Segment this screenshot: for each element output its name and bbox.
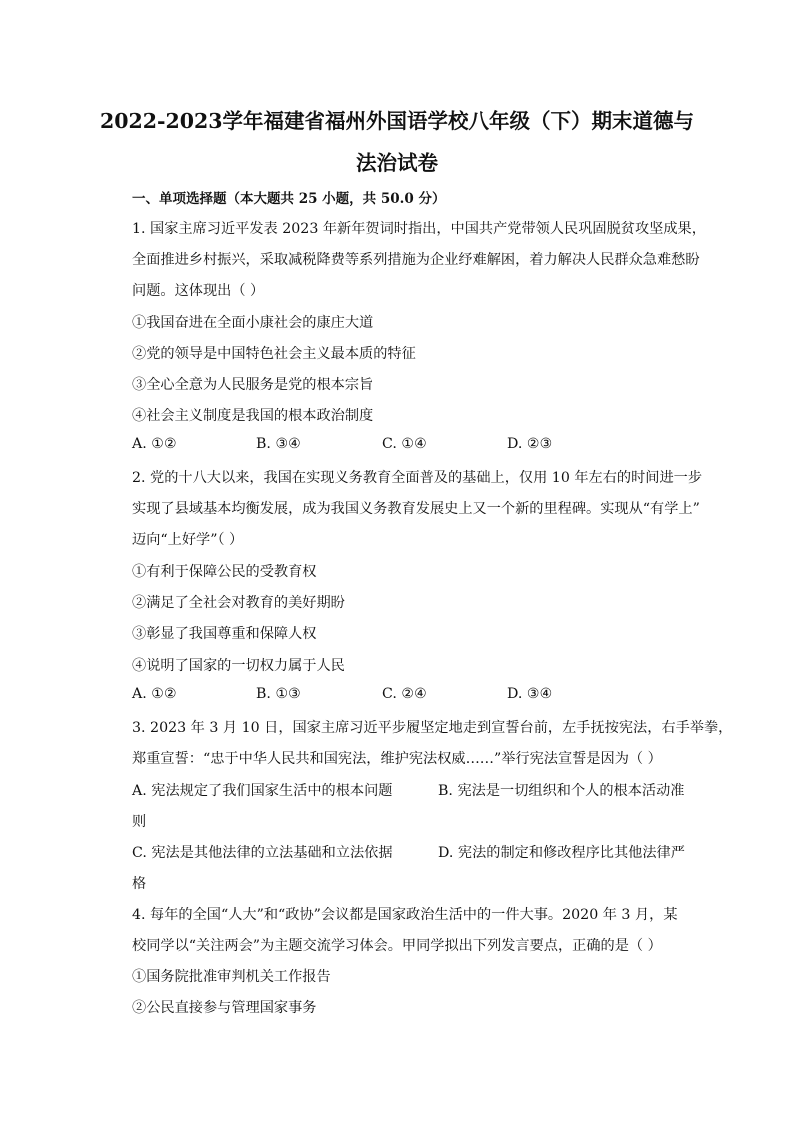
q2-option-d: D. ③④ bbox=[507, 686, 553, 702]
q2-statement-4: ④说明了国家的一切权力属于人民 bbox=[132, 658, 345, 674]
q3-stem-line-2: 郑重宣誓：“忠于中华人民共和国宪法，维护宪法权威……”举行宪法宣誓是因为（ ） bbox=[132, 751, 662, 767]
q2-statement-2: ②满足了全社会对教育的美好期盼 bbox=[132, 595, 345, 611]
q1-option-c: C. ①④ bbox=[382, 436, 427, 452]
q3-option-b: B. 宪法是一切组织和个人的根本活动准 bbox=[438, 783, 685, 799]
section-heading: 一、单项选择题（本大题共 25 小题，共 50.0 分） bbox=[132, 191, 446, 207]
q2-statement-1: ①有利于保障公民的受教育权 bbox=[132, 564, 317, 580]
q1-option-d: D. ②③ bbox=[507, 436, 553, 452]
q1-statement-2: ②党的领导是中国特色社会主义最本质的特征 bbox=[132, 346, 416, 362]
q1-stem-line-3: 问题。这体现出（ ） bbox=[132, 283, 265, 299]
q4-statement-2: ②公民直接参与管理国家事务 bbox=[132, 1000, 317, 1016]
exam-title-line-1: 2022-2023学年福建省福州外国语学校八年级（下）期末道德与 bbox=[99, 109, 695, 133]
q1-option-a: A. ①② bbox=[132, 436, 177, 452]
q2-option-a: A. ①② bbox=[132, 686, 177, 702]
q3-option-a: A. 宪法规定了我们国家生活中的根本问题 bbox=[132, 783, 393, 799]
q3-option-d-wrap: 格 bbox=[132, 876, 147, 892]
q3-option-b-wrap: 则 bbox=[132, 814, 147, 830]
q3-stem-line-1: 3. 2023 年 3 月 10 日，国家主席习近平步履坚定地走到宣誓台前，左手抚按宪法，右手举拳， bbox=[132, 720, 733, 736]
q2-option-b: B. ①③ bbox=[256, 686, 301, 702]
q1-option-b: B. ③④ bbox=[256, 436, 301, 452]
q4-statement-1: ①国务院批准审判机关工作报告 bbox=[132, 969, 331, 985]
q2-option-c: C. ②④ bbox=[382, 686, 427, 702]
q1-statement-4: ④社会主义制度是我国的根本政治制度 bbox=[132, 408, 374, 424]
exam-title-line-2: 法治试卷 bbox=[356, 151, 438, 175]
q2-statement-3: ③彰显了我国尊重和保障人权 bbox=[132, 626, 317, 642]
q4-stem-line-1: 4. 每年的全国“人大”和“政协”会议都是国家政治生活中的一件大事。2020 年 3 月，某 bbox=[132, 907, 678, 923]
q1-stem-line-2: 全面推进乡村振兴，采取减税降费等系列措施为企业纾难解困，着力解决人民群众急难愁盼 bbox=[132, 252, 700, 268]
q1-statement-1: ①我国奋进在全面小康社会的康庄大道 bbox=[132, 315, 374, 331]
q3-option-d: D. 宪法的制定和修改程序比其他法律严 bbox=[438, 845, 685, 861]
q2-stem-line-1: 2. 党的十八大以来，我国在实现义务教育全面普及的基础上，仅用 10 年左右的时间进一步 bbox=[132, 470, 703, 486]
q4-stem-line-2: 校同学以“关注两会”为主题交流学习体会。甲同学拟出下列发言要点，正确的是（ ） bbox=[132, 938, 662, 954]
q3-option-c: C. 宪法是其他法律的立法基础和立法依据 bbox=[132, 845, 393, 861]
q1-statement-3: ③全心全意为人民服务是党的根本宗旨 bbox=[132, 377, 374, 393]
q2-stem-line-2: 实现了县域基本均衡发展，成为我国义务教育发展史上又一个新的里程碑。实现从“有学上” bbox=[132, 501, 700, 517]
q2-stem-line-3: 迈向“上好学”（ ） bbox=[132, 532, 244, 548]
q1-stem-line-1: 1. 国家主席习近平发表 2023 年新年贺词时指出，中国共产党带领人民巩固脱贫攻坚成果， bbox=[132, 221, 706, 237]
